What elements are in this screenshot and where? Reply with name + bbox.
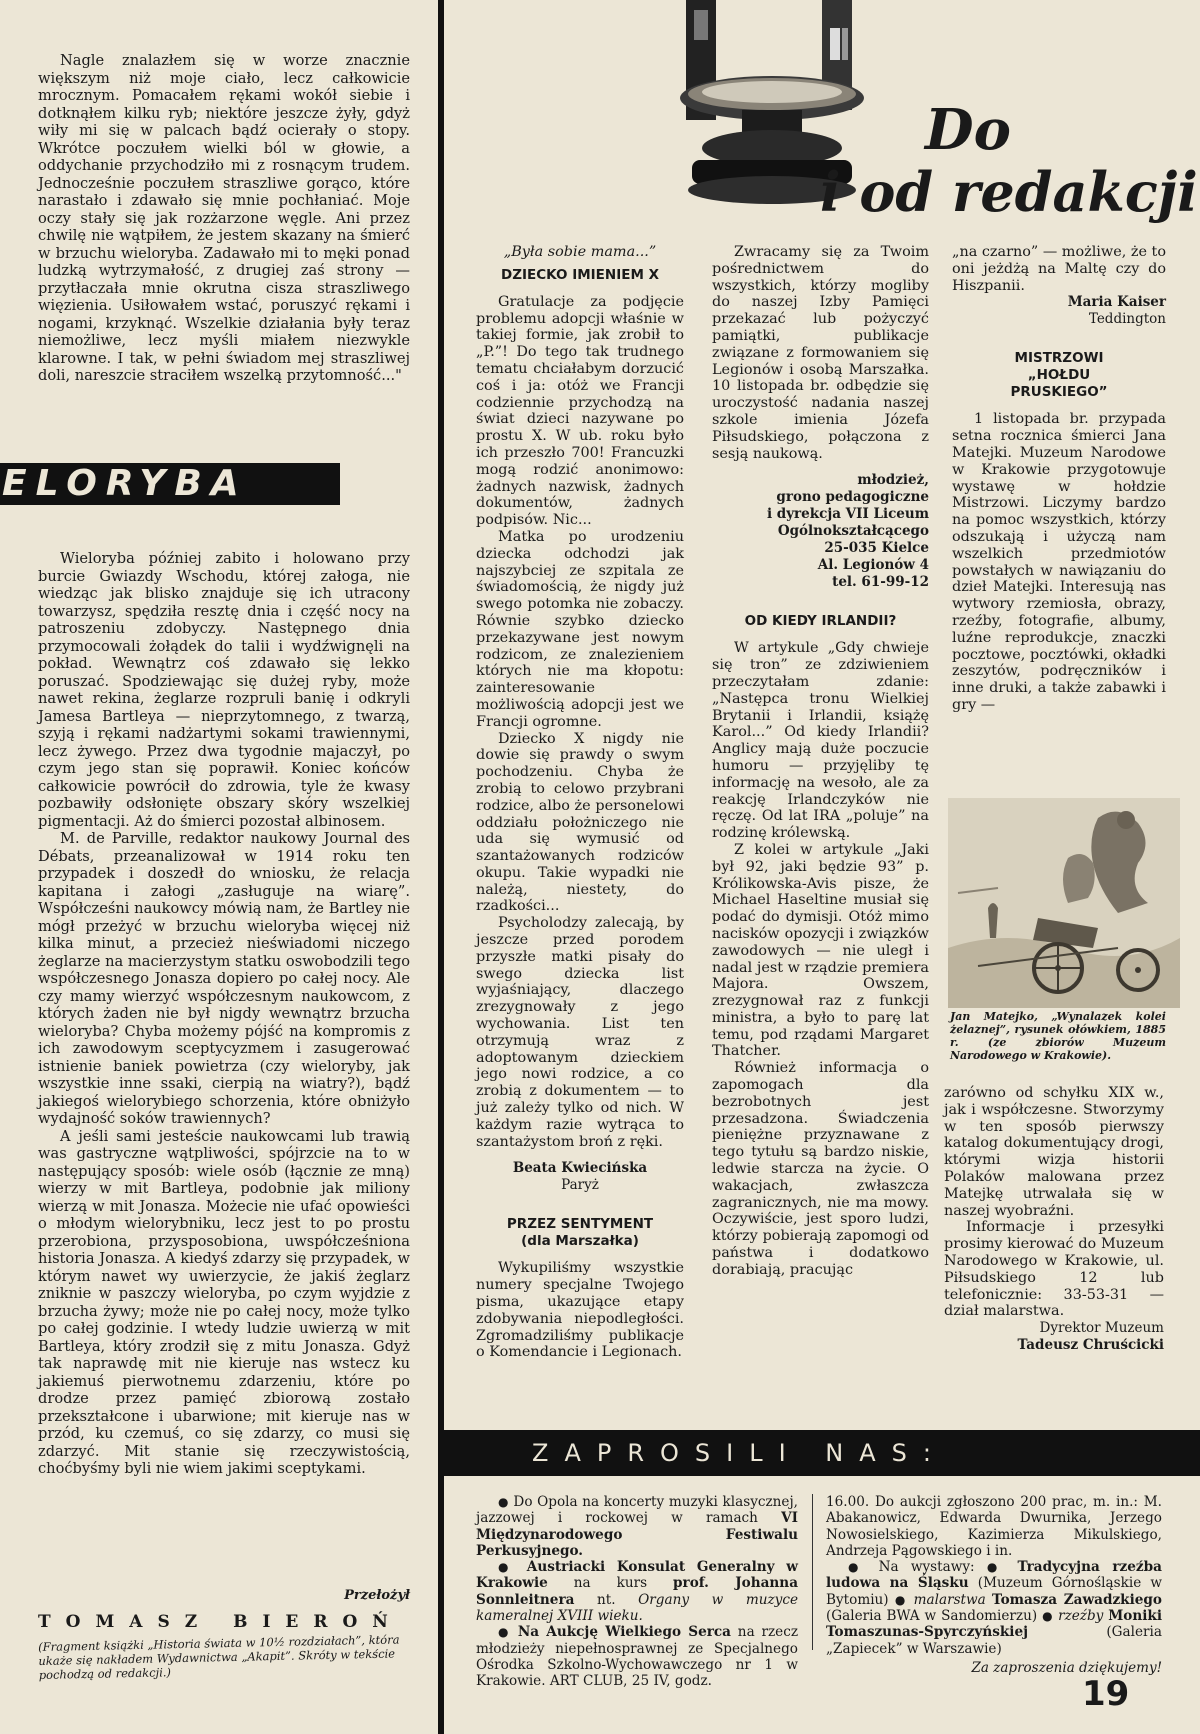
letter-paragraph: Informacje i przesyłki prosimy kierować do Muzeum Narodowego w Krakowie, ul. Piłsudskiego 12 lub telefonicznie: 33-53-31 — dział malarstwa. — [944, 1219, 1164, 1320]
page-number: 19 — [1082, 1674, 1130, 1714]
invitation-text: na rzecz młodzieży niepełnosprawnej ze Specjalnego Ośrodka Szkolno-Wychowawczego nr 1 w Krakowie. ART CLUB, 25 IV, godz. — [476, 1624, 798, 1690]
article-paragraph: Nagle znalazłem się w worze znacznie większym niż moje ciało, lecz całkowicie mrocznym. Pomacałem rękami wokół siebie i dotknąłem kilku ryb; niektóre jeszcze żyły, gdyż wiły mi się w palcach bądź ocierały o stopy. Wkrótce poczułem wielki ból w głowie, a oddychanie przychodziło mi z rosnącym trudem. Jednocześnie poczułem straszliwe gorąco, które narastało i zdawało się mnie pochłaniać. Moje oczy stały się jak rozżarzone węgle. Ani przez chwilę nie wątpiłem, że jestem skazany na śmierć w brzuchu wieloryba. Zadawało mi to męki ponad ludzką wytrzymałość, z drugiej zaś strony — przytłaczała mnie okrutna cisza straszliwego więzienia. Usiłowałem wstać, poruszyć rękami i nogami, krzyknąć. Wszelkie działania były teraz niemożliwe, lecz myśli miałem niezwykle klarowne. I tak, w pełni świadom mej straszliwej doli, nareszcie straciłem wszelką przytomność..." — [38, 52, 410, 384]
invitations-title: ZAPROSILI NAS: — [532, 1439, 947, 1467]
letter-paragraph: Również informacja o zapomogach dla bezrobotnych jest przesadzona. Świadczenia pieniężne przyznawane z tego tytułu są bardzo niskie, ledwie starcza na życie. O wakacjach, zwłaszcza zagranicznych, nie ma mowy. Oczywiście, jest sporo ludzi, którzy pobierają zapomogi od państwa i dodatkowo dorabiają, pracując — [712, 1060, 929, 1278]
letter-signature: grono pedagogiczne — [776, 489, 929, 506]
letter-signature-title: Dyrektor Muzeum — [1039, 1320, 1164, 1337]
letter-heading: DZIECKO IMIENIEM X — [501, 266, 659, 283]
article-paragraph: A jeśli sami jesteście naukowcami lub trawią was gastryczne wątpliwości, spójrzcie na to w następujący sposób: wiele osób (łącznie ze mną) wierzy w mit Bartleya, podobnie jak miliony wierzą w mit Jonasza. Możecie nie ufać opowieści o młodym wielorybniku, lecz jest to po prostu przerobiona, przysposobiona, uwspółcześniona historia Jonasza. A kiedyś zdarzy się przypadek, w którym nawet wy uwierzycie, że jakiś żeglarz zniknie w paszczy wieloryba, po czym wyjdzie z brzucha żywy; może nie po całej nocy, może tylko po całej godzinie. I wtedy ludzie uwierzą w mit Bartleya, który zrodził się z mitu Jonasza. Gdyż tak naprawdę mit nie kieruje nas wstecz ku jakiemuś pierwotnemu zdarzeniu, które po drodze przez pamięć zbiorową zostało przekształcone i ubarwione; mit kieruje nas w przód, ku czemuś, co się zdarzy, co musi się zdarzyć. Mit stanie się rzeczywistością, choćbyśmy byli nie wiem jakimi sceptykami. — [38, 1127, 410, 1477]
letter-heading: PRZEZ SENTYMENT — [506, 1216, 654, 1233]
letter-heading: MISTRZOWI — [1014, 350, 1104, 367]
letter-paragraph: Gratulacje za podjęcie problemu adopcji właśnie w takiej formie, jak zrobił to „P.”! Do tego tak trudnego tematu chciałabym dorzucić coś i ja: otóż we Francji codziennie przychodzą na świat dzieci nazywane po prostu X. W ub. roku było ich przeszło 700! Francuzki mogą rodzić anonimowo: żadnych nazwisk, żadnych dokumentów, żadnych podpisów. Nic... — [476, 293, 684, 529]
invitation-bold: Tradycyjna rzeźba ludowa na Śląsku — [826, 1559, 1162, 1592]
invitation-bold: prof. Johanna Sonnleitnera — [476, 1575, 799, 1608]
invitation-text: na kurs — [547, 1575, 674, 1592]
article-intro — [38, 52, 410, 385]
letter-paragraph: „na czarno” — możliwe, że to oni jeżdżą na Maltę czy do Hiszpanii. — [952, 244, 1167, 294]
letter-signature: młodzież, — [857, 472, 929, 489]
invitation-text: (Galeria „Zapiecek” w Warszawie) — [826, 1624, 1162, 1657]
matejko-drawing — [948, 798, 1180, 1008]
invitation-text: (Muzeum Górnośląskie w Bytomiu) — [826, 1575, 1162, 1608]
letters-column-a — [476, 244, 684, 1361]
bullet-icon: ● — [986, 1560, 1006, 1575]
letter-signature: i dyrekcja VII Liceum — [766, 506, 929, 523]
source-note: (Fragment książki „Historia świata w 10½ rozdziałach”, która ukaże się nakładem Wydawnictwa „Akapit”. Skróty w tekście pochodzą od redakcji.) — [38, 1632, 400, 1682]
letter-quote: „Była sobie mama...” — [503, 244, 657, 260]
article-paragraph: M. de Parville, redaktor naukowy Journal des Débats, przeanalizował w 1914 roku ten przypadek i doszedł do wniosku, że relacja kapitana i załogi „zasługuje na wiarę”. Współcześni naukowcy mówią nam, że Bartley nie mógł przeżyć w brzuchu wieloryba więcej niż kilka minut, a przecież nieświadomi niczego żeglarze na macierzystym statku oswobodzili tego współczesnego Jonasza dopiero po całej nocy. Ale czy mamy wierzyć współczesnym naukowcom, z których żaden nie był nigdy wewnątrz brzucha wieloryba? Chyba możemy pójść na kompromis z ich zawodowym sceptycyzmem i zasugerować istnienie baniek powietrza (czy wieloryby, jak wszystkie inne ssaki, cierpią na wiatry?), bądź jakiegoś wielorybiego schorzenia, które obniżyło wydajność soków trawiennych? — [38, 830, 410, 1127]
invitation-bold: Austriacki Konsulat Generalny w Krakowie — [476, 1559, 798, 1592]
letter-paragraph: zarówno od schyłku XIX w., jak i współczesne. Stworzymy w ten sposób pierwszy katalog dokumentujący drogi, którymi wizja historii Polaków malowana przez Matejkę utrwalała się w naszej wyobraźni. — [944, 1085, 1164, 1219]
section-title-line1: Do — [925, 97, 1011, 163]
invitation-text: Do Opola na koncerty muzyki klasycznej, jazzowej i rockowej w ramach — [476, 1494, 798, 1527]
section-title-line2: i od redakcji — [820, 160, 1198, 224]
bullet-icon: ● — [498, 1625, 511, 1640]
letter-paragraph: Zwracamy się za Twoim pośrednictwem do wszystkich, którzy mogliby do naszej Izby Pamięci przekazać lub pożyczyć pamiątki, publikacje związane z formowaniem się Legionów i osobą Marszałka. 10 listopada br. odbędzie się uroczystość nadania naszej szkole imienia Józefa Piłsudskiego, połączona z sesją naukową. — [712, 244, 929, 462]
invitation-italic: rzeźby — [1058, 1608, 1109, 1625]
invitation-italic: malarstwa — [913, 1591, 993, 1608]
letter-subheading: (dla Marszałka) — [521, 1233, 639, 1250]
invitation-bold: Tomasza Zawadzkiego — [992, 1591, 1162, 1608]
letter-paragraph: W artykule „Gdy chwieje się tron” ze zdziwieniem przeczytałam zdanie: „Następca tronu Wielkiej Brytanii i Irlandii, książę Karol...” Od kiedy Irlandii? Anglicy mają duże poczucie humoru — przyjęliby tę informację na wesoło, ale za reakcję Irlandczyków nie ręczę. Od lat IRA „poluje” na rodzinę królewską. — [712, 640, 929, 842]
invitation-text: Na wystawy: — [878, 1559, 987, 1576]
invitation-italic: Organy w muzyce kameralnej XVIII wieku. — [476, 1591, 799, 1625]
letter-heading: OD KIEDY IRLANDII? — [744, 613, 897, 630]
letter-signature: 25-035 Kielce — [824, 540, 929, 557]
bullet-icon: ● — [894, 1592, 908, 1607]
invitation-bold: Moniki Tomaszunas-Spyrczyńskiej — [826, 1608, 1162, 1641]
letter-city: Teddington — [1088, 311, 1166, 328]
letter-paragraph: Matka po urodzeniu dziecka odchodzi jak najszybciej ze szpitala ze świadomością, że nigdy już swego potomka nie zobaczy. Równie szybko dziecko przekazywane jest nowym rodzicom, ze znalezieniem których nie ma kłopotu: zainteresowanie możliwością adopcji jest we Francji ogromne. — [476, 528, 684, 730]
drawing-caption: Jan Matejko, „Wynalazek kolei żelaznej”, rysunek ołówkiem, 1885 r. (ze zbiorów Muzeum Narodowego w Krakowie). — [950, 1010, 1166, 1062]
letters-column-b — [712, 244, 929, 1279]
article-banner — [0, 463, 340, 505]
letter-paragraph: Dziecko X nigdy nie dowie się prawdy o swym pochodzeniu. Chyba że zrobią to celowo przybrani rodzice, albo że personelowi oddziału położniczego nie uda się wymusić od szantażowanych rodziców okupu. Takie wypadki nie należą, niestety, do rzadkości... — [476, 730, 684, 915]
bullet-icon: ● — [848, 1560, 867, 1575]
invitation-bold: Na Aukcję Wielkiego Serca — [517, 1624, 731, 1641]
article-body — [38, 550, 410, 1478]
letter-paragraph: 1 listopada br. przypada setna rocznica śmierci Jana Matejki. Muzeum Narodowe w Krakowie przygotowuje wystawę w hołdzie Mistrzowi. Liczymy bardzo na pomoc wszystkich, którzy odszukają i użyczą nam wszelkich przedmiotów powstałych w nawiązaniu do dzieł Matejki. Interesują nas wytwory rzemiosła, obrazy, rzeźby, fotografie, albumy, luźne reprodukcje, znaczki pocztowe, pocztówki, okładki zeszytów, podręczników i inne druki, a także zabawki i gry — — [952, 411, 1166, 713]
letters-column-c — [952, 244, 1166, 714]
article-paragraph: Wieloryba później zabito i holowano przy burcie Gwiazdy Wschodu, której załoga, nie wiedząc jak blisko znajduje się ich utracony towarzysz, spędziła resztę dnia i część nocy na patroszeniu zdobyczy. Następnego dnia przymocowali żołądek do talii i wydźwignęli na pokład. Wewnątrz coś zdawało się lekko poruszać. Spodziewając się dużej ryby, może nawet rekina, żeglarze rozpruli banię i odkryli Jamesa Bartleya — nieprzytomnego, z twarzą, szyją i rękami nadżartymi sokami trawiennymi, lecz żywego. Przez dwa tygodnie majaczył, po czym jego stan się poprawił. Koniec końców całkowicie powrócił do zdrowia, tyle że kwasy pozbawiły odsłonięte obszary skóry wszelkiej pigmentacji. Aż do śmierci pozostał albinosem. — [38, 550, 410, 830]
banner-text: ELORYBA — [2, 463, 248, 504]
letter-signature: Maria Kaiser — [1067, 294, 1166, 311]
letter-paragraph: Z kolei w artykule „Jaki był 92, jaki będzie 93” p. Królikowska-Avis pisze, że Michael Haseltine musiał się podać do dymisji. Otóż mimo nacisków opozycji i związków zawodowych — nie uległ i nadal jest w rządzie premiera Majora. Owszem, zrezygnował raz z funkcji ministra, a było to parę lat temu, pod rządami Margaret Thatcher. — [712, 841, 929, 1060]
letter-heading: „HOŁDU — [1027, 367, 1091, 384]
letters-column-c-continued — [944, 1085, 1164, 1354]
invitations-column-2 — [826, 1494, 1162, 1657]
translator-label: Przełożył — [344, 1588, 410, 1603]
invitation-text: nt. — [574, 1591, 639, 1608]
invitation-text: (Galeria BWA w Sandomierzu) — [826, 1608, 1043, 1625]
letter-heading: PRUSKIEGO” — [1010, 384, 1108, 401]
letter-city: Paryż — [561, 1177, 599, 1194]
letter-paragraph: Psycholodzy zalecają, by jeszcze przed porodem przyszłe matki pisały do swego dziecka list wyjaśniający, dlaczego zrezygnowały z jego wychowania. List ten otrzymują wraz z adoptowanym dzieckiem jego nowi rodzice, a co zrobią z dokumentem — to już zależy tylko od nich. W każdym razie wytrąca to szantażystom broń z ręki. — [476, 915, 684, 1150]
letter-signature: Ogólnokształcącego — [777, 523, 929, 540]
invitations-bar — [444, 1430, 1200, 1476]
letter-signature: tel. 61-99-12 — [832, 574, 929, 591]
invitations-thanks: Za zaproszenia dziękujemy! — [971, 1660, 1162, 1676]
invitation-bold: VI Międzynarodowego Festiwalu Perkusyjnego. — [476, 1510, 798, 1559]
author-name: TOMASZ BIEROŃ — [38, 1612, 403, 1632]
bullet-icon: ● — [498, 1560, 516, 1575]
letter-paragraph: Wykupiliśmy wszystkie numery specjalne Twojego pisma, ukazujące etapy zdobywania niepodległości. Zgromadziliśmy publikacje o Komendancie i Legionach. — [476, 1260, 684, 1361]
letter-signature: Beata Kwiecińska — [512, 1160, 648, 1177]
letter-signature: Al. Legionów 4 — [817, 557, 929, 574]
invitations-column-1 — [476, 1494, 798, 1690]
bullet-icon: ● — [498, 1495, 509, 1509]
invitations-divider — [812, 1494, 813, 1650]
bullet-icon: ● — [1042, 1609, 1054, 1624]
invitation-text: 16.00. Do aukcji zgłoszono 200 prac, m. in.: M. Abakanowicz, Edwarda Dwurnika, Jerzego Nowosielskiego, Kazimierza Mikulskiego, Andrzeja Pągowskiego i in. — [826, 1494, 1162, 1559]
letter-signature: Tadeusz Chruścicki — [1017, 1337, 1164, 1354]
